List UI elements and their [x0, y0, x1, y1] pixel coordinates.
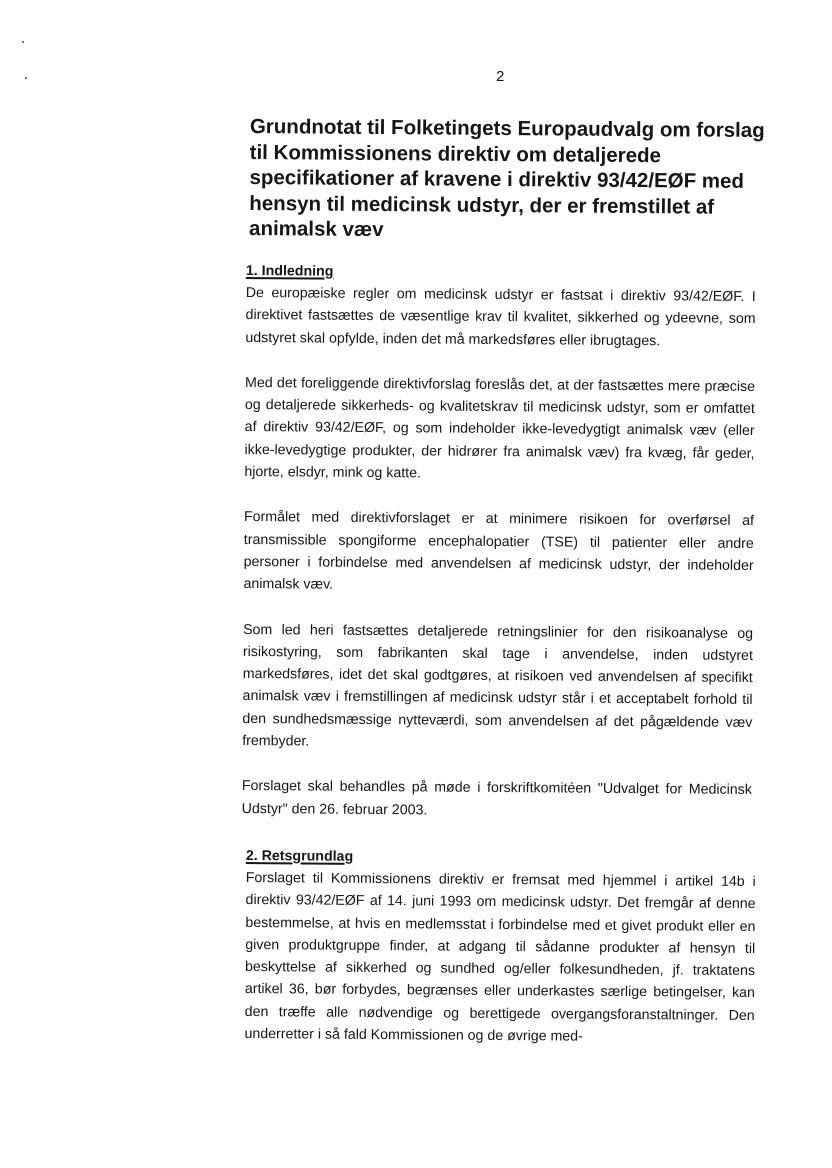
section-introduction [242, 262, 756, 824]
scan-speck [25, 77, 27, 79]
document-title: Grundnotat til Folketingets Europaudvalg om forslag til Kommissionens direktiv om detaljerede specifikationer af kravene i direktiv 93/42/EØF med hensyn til medicinsk udstyr, der er fremstillet af animalsk væv [249, 114, 765, 242]
paragraph: Som led heri fastsættes detaljerede retningslinier for den risikoanalyse og risikostyring, som fabrikanten skal tage i anvendelse, inden udstyret markedsføres, idet det skal godtgøres, at risikoen ved anvendelsen af specifikt animalsk væv i fremstillingen af medicinsk udstyr står i et acceptabelt forhold til den sundhedsmæssige nytteværdi, som anvendelsen af det pågældende væv frembyder. [242, 621, 754, 750]
paragraph: Forslaget til Kommissionens direktiv er fremsat med hjemmel i artikel 14b i direktiv 93/42/EØF af 14. juni 1993 om medicinsk udstyr. Det fremgår af denne bestemmelse, at hvis en medlemsstat i forbindelse med et givet produkt eller en given produktgruppe finder, at adgang til sådanne produkter af hensyn til beskyttelse af sikkerhed og sundhed og/eller folkesundheden, jf. traktatens artikel 36, bør forbydes, begrænses eller underkastes særlige betingelser, kan den træffe alle nødvendige og berettigede overgangsforanstaltninger. Den underretter i så fald Kommissionen og de øvrige med- [244, 869, 756, 1045]
scan-speck [22, 41, 24, 43]
paragraph: Med det foreliggende direktivforslag foreslås det, at der fastsættes mere præcise og detaljerede sikkerheds- og kvalitetskrav til medicinsk udstyr, som er omfattet af direktiv 93/42/EØF, og som indeholder ikke-levedygtigt animalsk væv (eller ikke-levedygtige produkter, der hidrører fra animalsk væv) fra kvæg, får geder, hjorte, elsdyr, mink og katte. [244, 374, 756, 482]
paragraph: De europæiske regler om medicinsk udstyr er fastsat i direktiv 93/42/EØF. I direktivet fastsættes de væsentlige krav til kvalitet, sikkerhed og ydeevne, som udstyret skal opfylde, inden det må markedsføres eller ibrugtages. [245, 284, 756, 349]
section-heading: 2. Retsgrundlag [245, 847, 354, 865]
section-heading: 1. Indledning [245, 262, 334, 280]
paragraph: Forslaget skal behandles på møde i forskriftkomitéen "Udvalget for Medicinsk Udstyr" den 26. februar 2003. [241, 778, 752, 819]
paragraph: Formålet med direktivforslaget er at minimere risikoen for overførsel af transmissible spongiforme encephalopatier (TSE) til patienter eller andre personer i forbindelse med anvendelsen af medicinsk udstyr, der indeholder animalsk væv. [243, 509, 755, 593]
section-legal-basis [244, 847, 756, 1049]
page-number: 2 [496, 68, 505, 85]
